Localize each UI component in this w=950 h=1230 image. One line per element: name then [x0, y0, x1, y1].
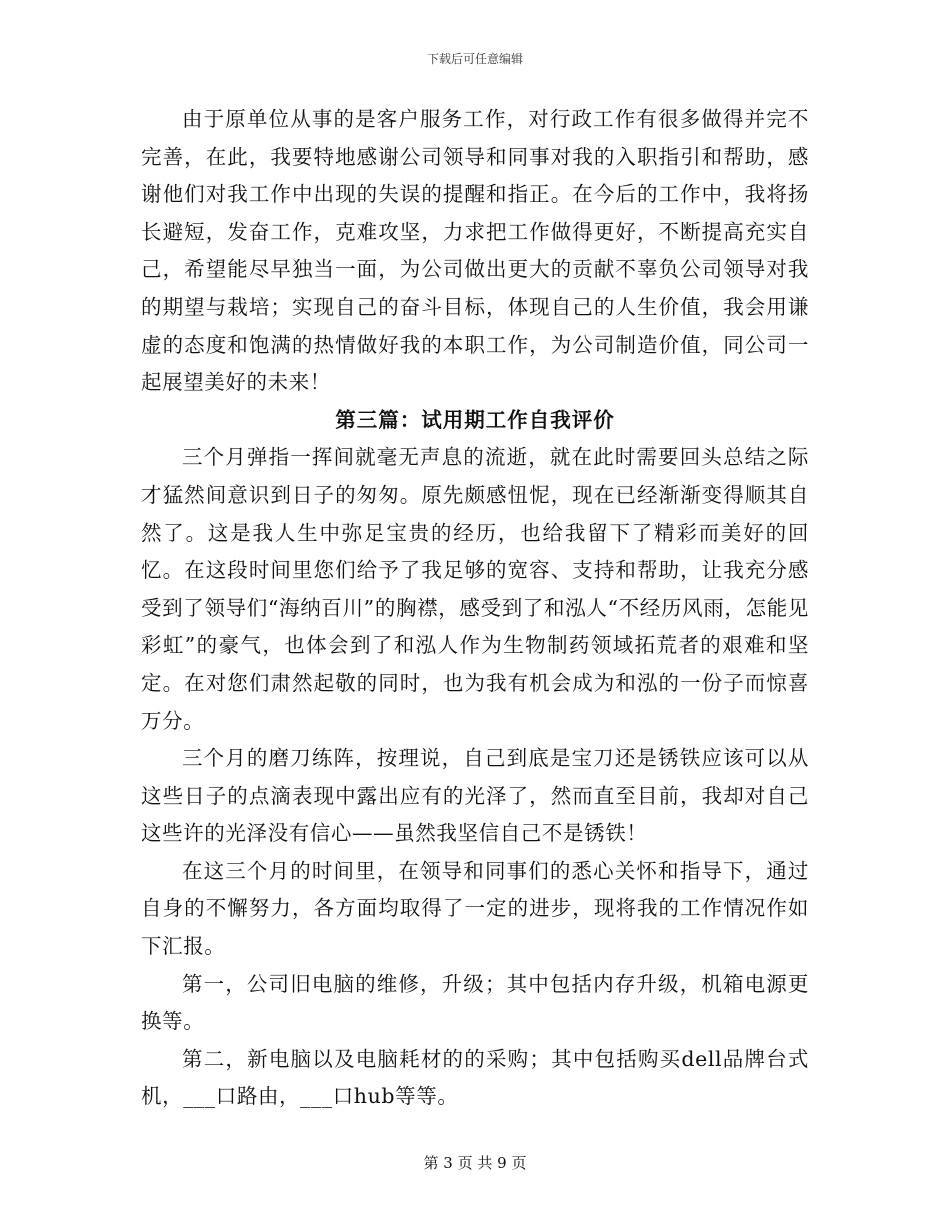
section-title: 第三篇：试用期工作自我评价 — [335, 407, 615, 432]
page-header: 下载后可任意编辑 — [426, 52, 523, 66]
paragraph-confidence: 三个月的磨刀练阵，按理说，自己到底是宝刀还是锈铁应该可以从这些日子的点滴表现中露出应有的光泽了，然而直至目前，我却对自己这些许的光泽没有信心——虽然我坚信自己不是锈铁！ — [141, 746, 809, 846]
paragraph-reflection: 三个月弹指一挥间就毫无声息的流逝，就在此时需要回头总结之际才猛然间意识到日子的匆匆。原先颇感忸怩，现在已经渐渐变得顺其自然了。这是我人生中弥足宝贵的经历，也给我留下了精彩而美好的回忆。在这段时间里您们给予了我足够的宽容、支持和帮助，让我充分感受到了领导们“海纳百川”的胸襟，感受到了和泓人“不经历风雨，怎能见彩虹”的豪气，也体会到了和泓人作为生物制药领域拓荒者的艰难和坚定。在对您们肃然起敬的同时，也为我有机会成为和泓的一份子而惊喜万分。 — [141, 445, 809, 733]
paragraph-item-second: 第二，新电脑以及电脑耗材的的采购；其中包括购买dell品牌台式机，___口路由，___口hub等等。 — [141, 1046, 809, 1109]
paragraph-intro: 由于原单位从事的是客户服务工作，对行政工作有很多做得并完不完善，在此，我要特地感谢公司领导和同事对我的入职指引和帮助，感谢他们对我工作中出现的失误的提醒和指正。在今后的工作中，我将扬长避短，发奋工作，克难攻坚，力求把工作做得更好，不断提高充实自己，希望能尽早独当一面，为公司做出更大的贡献不辜负公司领导对我的期望与栽培；实现自己的奋斗目标，体现自己的人生价值，我会用谦虚的态度和饱满的热情做好我的本职工作，为公司制造价值，同公司一起展望美好的未来！ — [141, 107, 809, 395]
document-body — [141, 101, 809, 1116]
paragraph-report-intro: 在这三个月的时间里，在领导和同事们的悉心关怀和指导下，通过自身的不懈努力，各方面均取得了一定的进步，现将我的工作情况作如下汇报。 — [141, 858, 809, 959]
page-footer: 第 3 页 共 9 页 — [423, 1154, 527, 1172]
paragraph-item-first: 第一，公司旧电脑的维修，升级；其中包括内存升级，机箱电源更换等。 — [141, 971, 809, 1034]
